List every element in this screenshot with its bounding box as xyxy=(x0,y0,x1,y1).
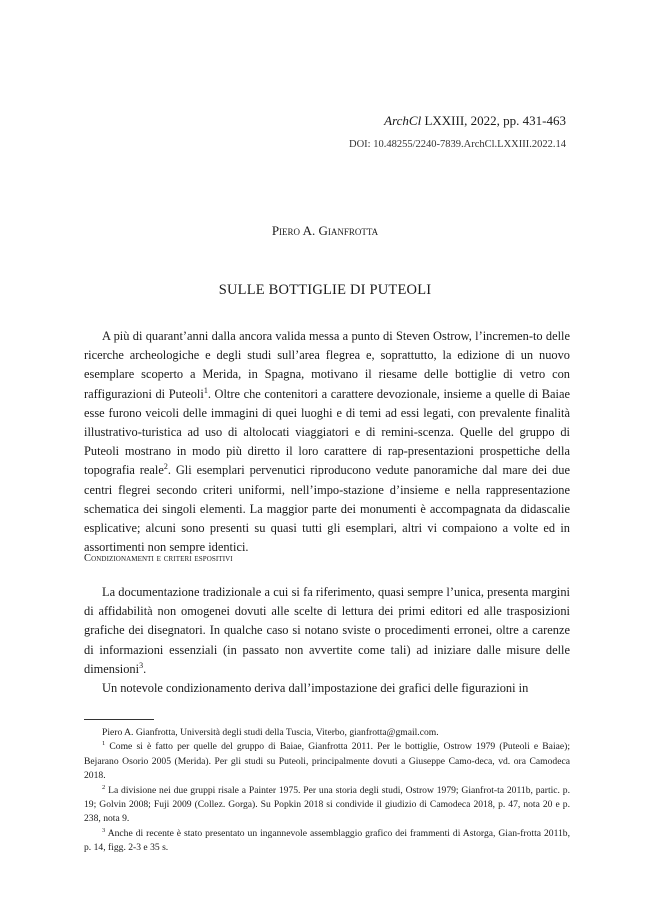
footnote-1 xyxy=(84,740,570,783)
section-heading: Condizionamenti e criteri espositivi xyxy=(84,553,233,564)
footnote-1-mark: 1 xyxy=(102,740,106,748)
journal-volume-pages: LXXIII, 2022, pp. 431-463 xyxy=(421,113,566,128)
footnote-1-text: Come si è fatto per quelle del gruppo di Baiae, Gianfrotta 2011. Per le bottiglie, Ostrow 1979 (Puteoli e Baiae); Bejarano Osorio 2005 (Merida). Per gli studi su Puteoli, principalmente dovuti a Giuseppe Camo-deca, vd. ora Camodeca 2018. xyxy=(84,741,570,782)
intro-text-1: A più di quarant’anni dalla ancora valida messa a punto di Steven Ostrow, l’incremen-to delle ricerche archeologiche e degli studi sull’area flegrea e, soprattutto, la edizione di un nuovo esemplare scoperto a Merida, in Spagna, motivano il riesame delle bottiglie di vetro con raffigurazioni di Puteoli xyxy=(84,329,570,401)
footnote-2-mark: 2 xyxy=(102,783,106,791)
footnote-ref-2[interactable]: 2 xyxy=(163,462,168,472)
footnote-3-text: Anche di recente è stato presentato un ingannevole assemblaggio grafico dei frammenti di Astorga, Gian-frotta 2011b, p. 14, figg. 2-3 e 35 s. xyxy=(84,827,570,854)
footnotes xyxy=(84,726,570,856)
footnote-ref-1[interactable]: 1 xyxy=(203,385,208,395)
footnote-3-mark: 3 xyxy=(102,826,106,834)
section-text-2: Un notevole condizionamento deriva dall’impostazione dei grafici delle figurazioni in xyxy=(102,681,529,696)
author-name: Piero A. Gianfrotta xyxy=(271,223,379,238)
footnote-2-text: La divisione nei due gruppi risale a Painter 1975. Per una storia degli studi, Ostrow 1979; Gianfrot-ta 2011b, partic. p. 19; Golvin 2008; Fuji 2009 (Collez. Gorga). Su Popkin 2018 si condivide il giudizio di Camodeca 2018, p. 47, nota 20 e p. 238, nota 9. xyxy=(84,784,570,825)
footnote-rule xyxy=(84,719,154,720)
section-text-1-end: . xyxy=(143,661,147,676)
footnote-2 xyxy=(84,784,570,827)
section-body xyxy=(84,583,570,698)
footnote-3 xyxy=(84,827,570,856)
intro-text-3: . Gli esemplari pervenutici riproducono vedute panoramiche dal mare dei due centri flegrei secondo criteri uniformi, nell’impo-stazione d’insieme e nella rappresentazione schematica dei singoli elementi. La maggior parte dei monumenti è accompagnata da didascalie esplicative; alcuni sono presenti su quasi tutti gli esemplari, altri vi compaiono a volte ed in assortimenti non sempre identici. xyxy=(84,463,570,555)
doi-line: DOI: 10.48255/2240-7839.ArchCl.LXXIII.2022.14 xyxy=(349,139,566,150)
article-title: SULLE BOTTIGLIE DI PUTEOLI xyxy=(218,282,432,298)
journal-citation xyxy=(384,113,566,129)
intro-text-2: . Oltre che contenitori a carattere devozionale, insieme a quelle di Baiae esse furono veicoli delle immagini di quei luoghi e di temi ad essi legati, con prevalente finalità illustrativo-turistica ad uso di altolocati viaggiatori e di remini-scenza. Quelle del gruppo di Puteoli mostrano in modo più diretto il loro carattere di rap-presentazioni prospettiche della topografia reale xyxy=(84,386,570,478)
footnote-ref-3[interactable]: 3 xyxy=(139,660,144,670)
journal-abbreviation: ArchCl xyxy=(384,113,422,128)
intro-paragraph xyxy=(84,327,570,557)
author-affiliation: Piero A. Gianfrotta, Università degli studi della Tuscia, Viterbo, gianfrotta@gmail.com. xyxy=(102,727,439,738)
section-text-1: La documentazione tradizionale a cui si fa riferimento, quasi sempre l’unica, presenta margini di affidabilità non omogenei dovuti alle scelte di lettura dei primi editori ed alle trasposizioni grafiche dei disegnatori. In qualche caso si notano sviste o procedimenti erronei, oltre a carenze di informazioni essenziali (in passato non avvertite come tali) ad iniziare dalle misure delle dimensioni xyxy=(84,585,570,676)
